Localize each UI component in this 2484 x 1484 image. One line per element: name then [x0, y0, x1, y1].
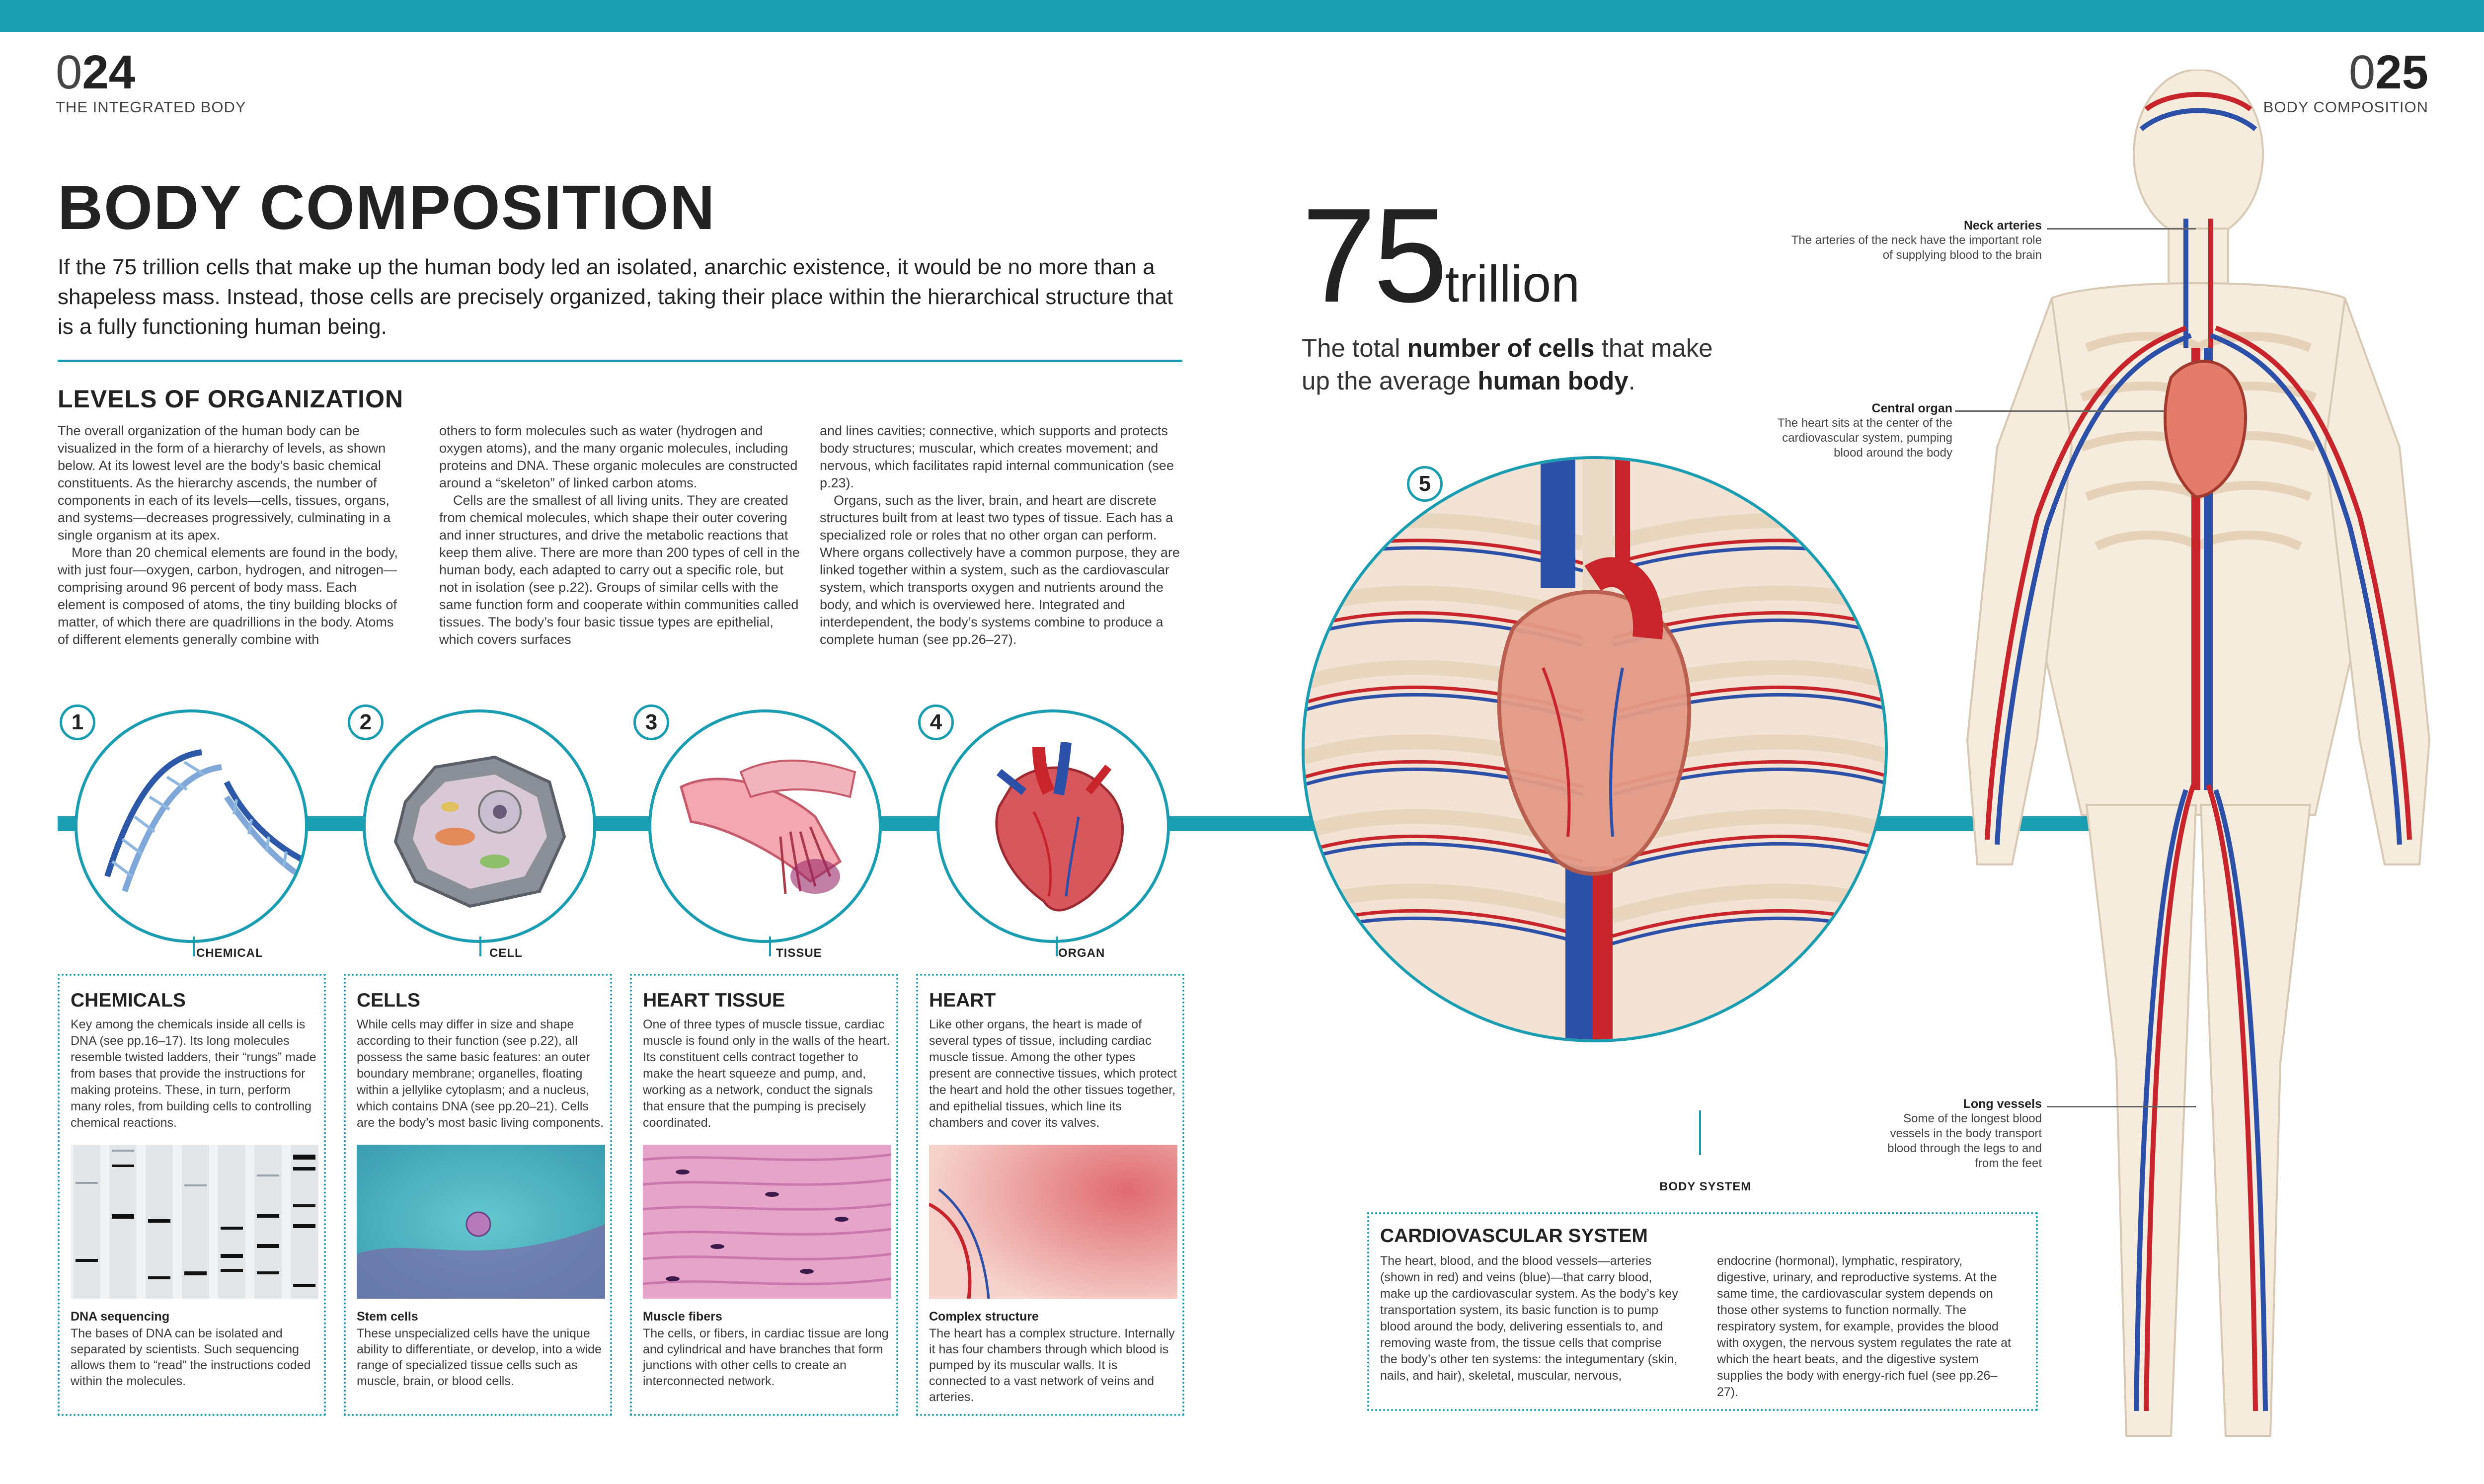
page-number: 24	[82, 46, 136, 99]
cell-circle	[363, 709, 596, 943]
label-tick	[1056, 937, 1058, 956]
level-label-cell: CELL	[489, 946, 523, 960]
tissue-circle	[648, 709, 882, 943]
box-heading: CARDIOVASCULAR SYSTEM	[1380, 1225, 1648, 1247]
intro-text: If the 75 trillion cells that make up the human body led an isolated, anarchic existence, it would be no more than a shapeless mass. Instead, those cells are precisely organized, taking their place within the hierarchical structure that is a fully functioning human being.	[58, 255, 1173, 339]
level-label-chemical: CHEMICAL	[196, 946, 263, 960]
level-label-organ: ORGAN	[1058, 946, 1105, 960]
annotation-leader-line	[1955, 410, 2164, 412]
muscle-fibers-image	[643, 1145, 891, 1299]
annotation-leader-line	[2047, 1106, 2196, 1107]
box-text: Key among the chemicals inside all cells is DNA (see pp.16–17). Its long molecules resemble twisted ladders, their “rungs” made from bases that provide the instructions for making proteins. These, in turn, perform many roles, from building cells to controlling chemical reactions.	[71, 1017, 316, 1130]
level-label-body-system: BODY SYSTEM	[1659, 1180, 1752, 1193]
box-text: While cells may differ in size and shape according to their function (see p.22), all possess the same basic features: an outer boundary membrane; organelles, floating within a jellylike cytoplasm; and a nucleus, which contains DNA (see pp.20–21). Cells are the body’s most basic living components.	[357, 1017, 604, 1130]
stat-text: The total	[1302, 334, 1407, 362]
paragraph: Organs, such as the liver, brain, and heart are discrete structures built from at least two types of tissue. Each has a specialized role or roles that no other organ can perform. Where organs collectively have a common purpose, they are linked together within a system, such as the cardiovascular system, which transports oxygen and nutrients around the body, and which is overviewed here. Integrated and interdependent, the body’s systems combine to produce a complete human (see pp.26–27).	[820, 493, 1180, 647]
image-caption-title: Stem cells	[357, 1310, 418, 1324]
left-section-name: THE INTEGRATED BODY	[56, 98, 246, 116]
image-caption-text: The cells, or fibers, in cardiac tissue are long and cylindrical and have branches that form junctions with other cells to create an interconnected network.	[643, 1327, 889, 1388]
stage-badge-3: 3	[633, 704, 669, 740]
levels-column-2	[439, 422, 802, 648]
heart-surface-photo	[929, 1145, 1177, 1299]
stat-emphasis: number of cells	[1407, 334, 1595, 362]
right-section-name: BODY COMPOSITION	[2263, 98, 2428, 116]
cell-icon	[366, 712, 596, 943]
annotation-neck-arteries	[1788, 219, 2042, 263]
box-heading: HEART TISSUE	[643, 990, 785, 1011]
image-caption-text: These unspecialized cells have the unique ability to differentiate, or develop, into a wide range of specialized tissue cells such as muscle, brain, or blood cells.	[357, 1327, 602, 1388]
dna-helix-icon	[78, 712, 308, 943]
annotation-text: The arteries of the neck have the important role of supplying blood to the brain	[1791, 234, 2042, 262]
stat-emphasis: human body	[1477, 367, 1629, 395]
paragraph: Cells are the smallest of all living units. They are created from chemical molecules, which shape their outer covering and inner structures, and drive the metabolic reactions that keep them alive. There are more than 200 types of cell in the human body, each adapted to carry out a specific role, but not in isolation (see p.22). Groups of similar cells with the same function form and cooperate within communities called tissues. The body’s four basic tissue types are epithelial, which covers surfaces	[439, 493, 800, 647]
stage-badge-4: 4	[918, 704, 954, 740]
paragraph: The overall organization of the human body can be visualized in the form of a hierarchy of levels, as shown below. At its lowest level are the body’s basic chemical constituents. As the hierarchy ascends, the number of components in each of its levels—cells, tissues, organs, and systems—decreases progressively, culminating in a single organism at its apex.	[58, 423, 391, 543]
stem-cells-image	[357, 1145, 605, 1299]
box-text-column-2: endocrine (hormonal), lymphatic, respiratory, digestive, urinary, and reproductive systems. At the same time, the cardiovascular system depends on those other systems to function normally. The respiratory system, for example, provides the blood with oxygen, the nervous system regulates the rate at which the heart beats, and the digestive system supplies the body with energy-rich fuel (see pp.26–27).	[1717, 1254, 2011, 1399]
annotation-title: Long vessels	[1963, 1097, 2042, 1111]
levels-heading: LEVELS OF ORGANIZATION	[58, 385, 404, 413]
stat-caption	[1302, 332, 1749, 397]
stage-badge-5: 5	[1407, 466, 1443, 502]
box-text: Like other organs, the heart is made of several types of tissue, including cardiac muscle tissue. Among the other types present are connective tissues, which protect the heart and hold the other tissues together, and epithelial tissues, which line its chambers and cover its valves.	[929, 1017, 1177, 1130]
level-label-tissue: TISSUE	[776, 946, 822, 960]
info-box-heart	[916, 974, 1184, 1416]
levels-column-1	[58, 422, 405, 648]
chemical-circle	[75, 709, 308, 943]
gel-bands-illustration	[71, 1145, 319, 1299]
info-box-chemicals	[58, 974, 326, 1416]
heart-interior-image	[929, 1145, 1177, 1299]
info-box-cells	[344, 974, 612, 1416]
page-number: 25	[2375, 46, 2428, 99]
stat-text: that make	[1594, 334, 1713, 362]
image-caption-title: DNA sequencing	[71, 1310, 170, 1324]
page-number-prefix: 0	[2348, 46, 2376, 99]
top-color-bar	[0, 0, 2484, 32]
annotation-title: Central organ	[1871, 401, 1952, 415]
stat-unit: trillion	[1445, 255, 1580, 313]
box-text: One of three types of muscle tissue, cardiac muscle is found only in the walls of the heart. Its constituent cells contract together to make the heart squeeze and pump, and, working as a network, conduct the signals that ensure that the pumping is precisely coordinated.	[643, 1017, 890, 1130]
paragraph: More than 20 chemical elements are found in the body, with just four—oxygen, carbon, hydrogen, and nitrogen—comprising around 96 percent of body mass. Each element is composed of atoms, the tiny building blocks of matter, of which there are quadrillions in the body. Atoms of different elements generally combine with	[58, 545, 398, 647]
levels-column-3	[820, 422, 1182, 648]
paragraph: and lines cavities; connective, which supports and protects body structures; muscular, which creates movement; and nervous, which facilitates rapid internal communication (see p.23).	[820, 423, 1174, 490]
image-caption-title: Complex structure	[929, 1310, 1039, 1324]
muscle-tissue-icon	[651, 712, 882, 943]
paragraph: others to form molecules such as water (hydrogen and oxygen atoms), and the many organic molecules, including proteins and DNA. These organic molecules are constructed around a “skeleton” of linked carbon atoms.	[439, 423, 798, 490]
box-heading: CHEMICALS	[71, 990, 186, 1011]
annotation-title: Neck arteries	[1963, 219, 2042, 233]
cardiac-tissue-micrograph	[643, 1145, 891, 1299]
page-title: BODY COMPOSITION	[58, 172, 716, 242]
stat-number-block	[1302, 181, 1580, 330]
body-system-circle	[1302, 456, 1888, 1042]
image-caption-text: The heart has a complex structure. Internally it has four chambers through which blood is pumped by its muscular walls. It is connected to a vast network of veins and arteries.	[929, 1327, 1175, 1404]
annotation-text: The heart sits at the center of the cardiovascular system, pumping blood around the body	[1777, 416, 1952, 460]
stem-cell-micrograph	[357, 1145, 605, 1299]
image-caption-text: The bases of DNA can be isolated and separated by scientists. Such sequencing allows them to “read” the instructions coded within the molecules.	[71, 1327, 311, 1388]
annotation-central-organ	[1759, 401, 1952, 461]
stat-number: 75	[1302, 181, 1445, 330]
box-text-column-1: The heart, blood, and the blood vessels—arteries (shown in red) and veins (blue)—that carry blood, make up the cardiovascular system. As the body’s key transportation system, its basic function is to pump blood around the body, delivering essentials to, and removing waste from, the tissue cells that comprise the body’s other ten systems: the integumentary (skin, nails, and hair), skeletal, muscular, nervous,	[1380, 1254, 1678, 1383]
info-box-heart-tissue	[630, 974, 898, 1416]
box-heading: HEART	[929, 990, 996, 1011]
stat-text: up the average	[1302, 367, 1478, 395]
heart-icon	[939, 712, 1170, 943]
label-tick	[1699, 1110, 1701, 1155]
organ-circle	[936, 709, 1170, 943]
label-tick	[193, 937, 195, 956]
label-tick	[479, 937, 481, 956]
info-box-cardiovascular-system	[1367, 1212, 2038, 1411]
page-number-prefix: 0	[56, 46, 82, 99]
stat-text: .	[1628, 367, 1635, 395]
image-caption-title: Muscle fibers	[643, 1310, 722, 1324]
ribcage-heart-illustration	[1305, 459, 1888, 1042]
box-heading: CELLS	[357, 990, 420, 1011]
label-tick	[769, 937, 771, 956]
stage-badge-1: 1	[60, 704, 95, 740]
stage-badge-2: 2	[348, 704, 384, 740]
section-divider	[58, 360, 1182, 362]
annotation-leader-line	[2047, 228, 2196, 230]
dna-sequencing-gel-image	[71, 1145, 319, 1299]
annotation-long-vessels	[1878, 1097, 2042, 1171]
left-page-number	[56, 46, 246, 116]
annotation-text: Some of the longest blood vessels in the body transport blood through the legs to and from the feet	[1887, 1112, 2042, 1170]
